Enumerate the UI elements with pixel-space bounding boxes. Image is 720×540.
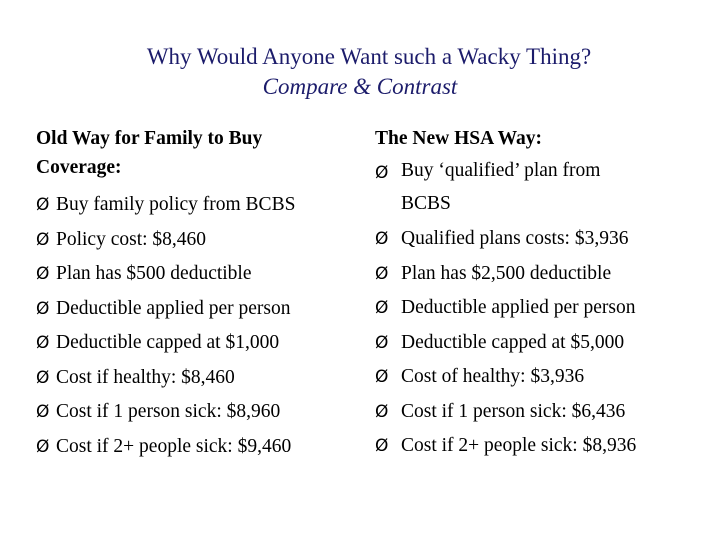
arrow-bullet-icon: Ø (375, 367, 389, 387)
old-way-item: Ø Cost if healthy: $8,460 (36, 361, 356, 396)
hsa-way-item: Ø Deductible capped at $5,000 (375, 326, 715, 361)
arrow-bullet-icon: Ø (36, 298, 50, 319)
arrow-bullet-icon: Ø (36, 402, 50, 422)
hsa-way-column (375, 124, 715, 464)
hsa-way-item: Ø Qualified plans costs: $3,936 (375, 222, 715, 257)
arrow-bullet-icon: Ø (36, 229, 50, 250)
arrow-bullet-icon: Ø (36, 367, 50, 388)
hsa-way-item: Ø Cost of healthy: $3,936 (375, 360, 715, 395)
old-way-heading-line1: Old Way for Family to Buy (36, 128, 263, 149)
old-way-item: Ø Buy family policy from BCBS (36, 188, 356, 223)
old-way-column (36, 124, 356, 464)
arrow-bullet-icon: Ø (36, 436, 50, 457)
hsa-way-heading: The New HSA Way: (375, 128, 543, 149)
hsa-way-item: Ø Cost if 1 person sick: $6,436 (375, 395, 715, 430)
hsa-way-item: Ø Plan has $2,500 deductible (375, 257, 715, 292)
arrow-bullet-icon: Ø (375, 229, 389, 249)
arrow-bullet-icon: Ø (36, 195, 50, 215)
arrow-bullet-icon: Ø (375, 401, 389, 422)
slide-subtitle: Compare & Contrast (262, 74, 458, 99)
hsa-way-item: Ø Deductible applied per person (375, 291, 715, 326)
arrow-bullet-icon: Ø (375, 263, 389, 284)
old-way-item: Ø Deductible applied per person (36, 292, 356, 327)
old-way-heading-line2: Coverage: (36, 157, 122, 178)
old-way-item: Ø Cost if 1 person sick: $8,960 (36, 395, 356, 430)
arrow-bullet-icon: Ø (375, 298, 389, 318)
slide-title: Why Would Anyone Want such a Wacky Thing? (146, 44, 592, 69)
arrow-bullet-icon: Ø (375, 163, 389, 183)
arrow-bullet-icon: Ø (36, 264, 50, 284)
old-way-item: Ø Plan has $500 deductible (36, 257, 356, 292)
arrow-bullet-icon: Ø (36, 333, 50, 353)
arrow-bullet-icon: Ø (375, 332, 389, 353)
old-way-item: Ø Deductible capped at $1,000 (36, 326, 356, 361)
old-way-item: Ø Policy cost: $8,460 (36, 223, 356, 258)
old-way-heading (36, 124, 356, 182)
title-block (0, 42, 720, 102)
hsa-way-item: Ø Cost if 2+ people sick: $8,936 (375, 429, 715, 464)
arrow-bullet-icon: Ø (375, 436, 389, 456)
old-way-item: Ø Cost if 2+ people sick: $9,460 (36, 430, 356, 465)
hsa-way-item: Ø Buy ‘qualified’ plan from BCBS (375, 156, 715, 219)
